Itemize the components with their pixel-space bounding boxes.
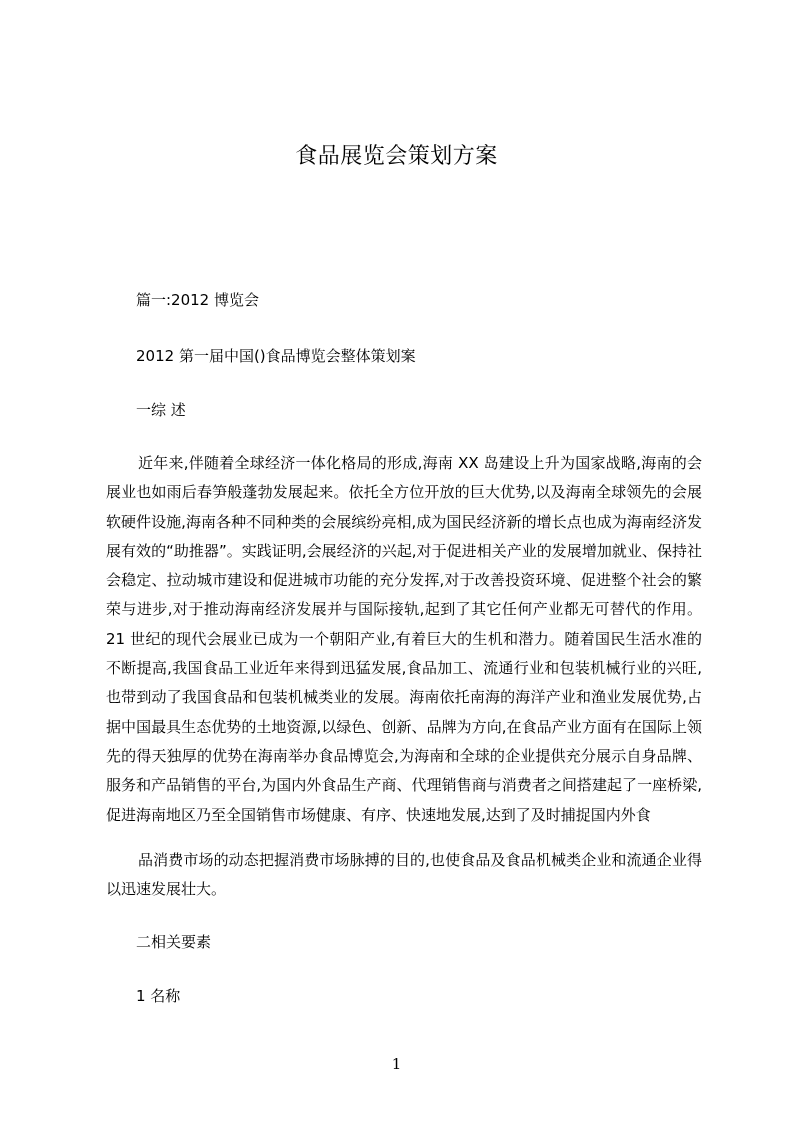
body-paragraph-1: 近年来,伴随着全球经济一体化格局的形成,海南 XX 岛建设上升为国家战略,海南的会展业也如雨后春笋般蓬勃发展起来。依托全方位开放的巨大优势,以及海南全球领先的会展软硬件设施,海南各种不同种类的会展缤纷亮相,成为国民经济新的增长点也成为海南经济发展有效的“助推器”。实践证明,会展经济的兴起,对于促进相关产业的发展增加就业、保持社会稳定、拉动城市建设和促进城市功能的充分发挥,对于改善投资环境、促进整个社会的繁荣与进步,对于推动海南经济发展并与国际接轨,起到了其它任何产业都无可替代的作用。21 世纪的现代会展业已成为一个朝阳产业,有着巨大的生机和潜力。随着国民生活水准的不断提高,我国食品工业近年来得到迅猛发展,食品加工、流通行业和包装机械行业的兴旺,也带到动了我国食品和包装机械类业的发展。海南依托南海的海洋产业和渔业发展优势,占据中国最具生态优势的土地资源,以绿色、创新、品牌为方向,在食品产业方面有在国际上领先的得天独厚的优势在海南举办食品博览会,为海南和全球的企业提供充分展示自身品牌、服务和产品销售的平台,为国内外食品生产商、代理销售商与消费者之间搭建起了一座桥梁,促进海南地区乃至全国销售市场健康、有序、快速地发展,达到了及时捕捉国内外食 [106,454,702,824]
document-subtitle: 2012 第一届中国()食品博览会整体策划案 [136,347,416,365]
part-heading: 篇一:2012 博览会 [136,291,259,309]
item-heading-name: 1 名称 [136,987,181,1005]
document-title: 食品展览会策划方案 [295,144,498,169]
section-heading-elements: 二相关要素 [136,933,212,951]
body-paragraph-2: 品消费市场的动态把握消费市场脉搏的目的,也使食品及食品机械类企业和流通企业得以迅速发展壮大。 [106,851,702,899]
page-number: 1 [391,1055,402,1073]
section-heading-overview: 一综 述 [136,401,186,419]
